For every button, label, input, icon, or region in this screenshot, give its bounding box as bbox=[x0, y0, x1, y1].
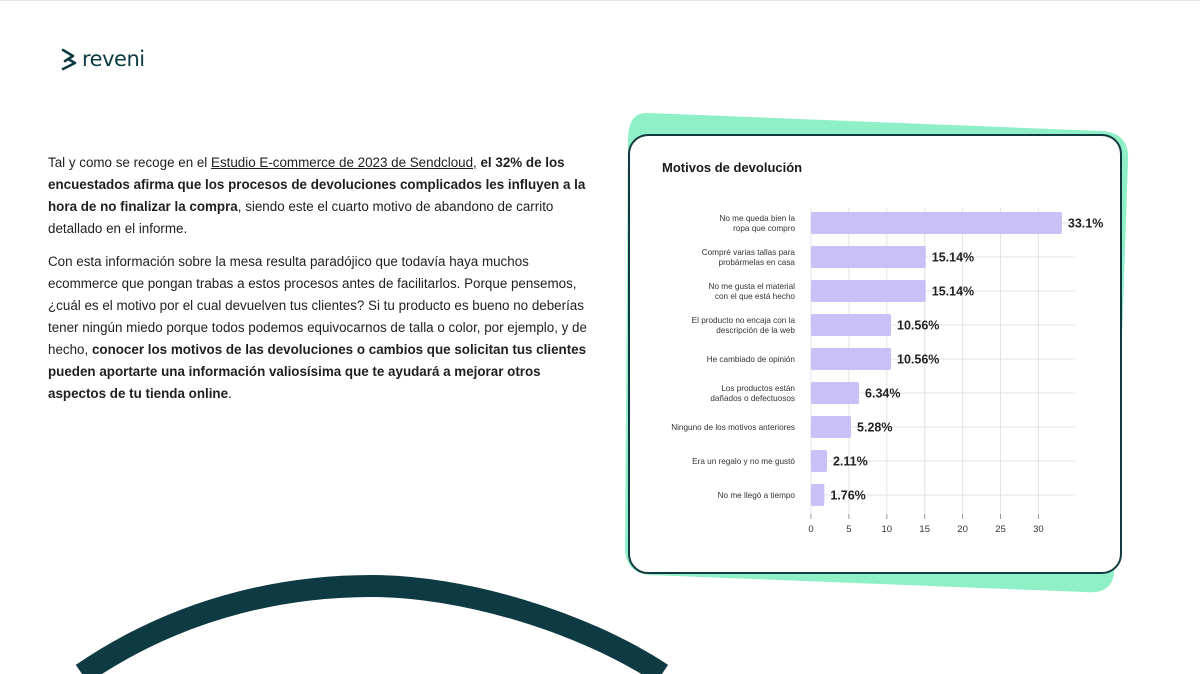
data-label: 33.1% bbox=[1067, 216, 1104, 231]
bold-text: el 32% de los encuestados afirma que los procesos de devoluciones complicados les influyen a la hora de no finalizar la compra bbox=[48, 155, 586, 214]
bar bbox=[811, 212, 1062, 234]
chart-card bbox=[628, 134, 1122, 574]
category-label: El producto no encaja con la bbox=[691, 316, 795, 325]
data-label: 5.28% bbox=[857, 420, 893, 435]
article-body bbox=[48, 152, 588, 416]
study-link[interactable]: Estudio E-commerce de 2023 de Sendcloud, bbox=[211, 155, 477, 170]
bar bbox=[811, 246, 926, 268]
text-span: . bbox=[228, 386, 232, 401]
bar-chart bbox=[630, 136, 1120, 572]
bar bbox=[811, 382, 859, 404]
decorative-arc bbox=[0, 560, 1200, 674]
brand-logo[interactable] bbox=[60, 45, 145, 73]
bold-text: conocer los motivos de las devoluciones o cambios que solicitan tus clientes pueden aportarte una información valiosísima que te ayudará a mejorar otros aspectos de tu tienda online bbox=[48, 342, 587, 401]
bar bbox=[811, 450, 827, 472]
reveni-logo-icon bbox=[60, 47, 78, 71]
category-label: He cambiado de opinión bbox=[706, 355, 795, 364]
brand-name: reveni bbox=[82, 47, 145, 71]
data-label: 10.56% bbox=[897, 352, 940, 367]
x-tick-label: 20 bbox=[957, 524, 968, 535]
data-label: 15.14% bbox=[931, 284, 975, 299]
category-label: descripción de la web bbox=[716, 326, 795, 335]
category-label: con el que está hecho bbox=[714, 292, 795, 301]
data-label: 6.34% bbox=[865, 386, 901, 401]
category-label: No me gusta el material bbox=[708, 282, 795, 291]
category-label: No me llegó a tiempo bbox=[717, 491, 795, 500]
category-label: Los productos están bbox=[721, 384, 795, 393]
x-tick-label: 30 bbox=[1033, 524, 1044, 535]
data-label: 2.11% bbox=[832, 454, 868, 469]
category-label: ropa que compro bbox=[733, 224, 795, 233]
data-label: 10.56% bbox=[897, 318, 940, 333]
category-label: dañados o defectuosos bbox=[710, 394, 795, 403]
x-tick-label: 10 bbox=[881, 524, 893, 535]
category-label: Era un regalo y no me gustó bbox=[692, 457, 795, 466]
category-label: probármelas en casa bbox=[718, 258, 795, 267]
bar bbox=[811, 348, 891, 370]
category-label: No me queda bien la bbox=[719, 214, 795, 223]
bar bbox=[811, 280, 926, 302]
category-label: Compré varias tallas para bbox=[701, 248, 795, 257]
top-divider bbox=[0, 0, 1200, 1]
bar bbox=[811, 416, 851, 438]
text-span: Con esta información sobre la mesa resulta paradójico que todavía haya muchos ecommerce que pongan trabas a estos procesos antes de facilitarlos. Porque pensemos, ¿cuál es el motivo por el cual devuelven tus clientes? Si tu producto es bueno no deberías tener ningún miedo porque todos podemos equivocarnos de talla o color, por ejemplo, y de hecho, bbox=[48, 254, 587, 357]
x-tick-label: 25 bbox=[995, 524, 1006, 535]
x-tick-label: 5 bbox=[846, 524, 852, 535]
text-span: , siendo este el cuarto motivo de abandono de carrito detallado en el informe. bbox=[48, 199, 554, 236]
text-span: Tal y como se recoge en el bbox=[48, 155, 212, 170]
paragraph-2 bbox=[48, 251, 588, 405]
bar bbox=[811, 484, 824, 506]
x-tick-label: 0 bbox=[808, 524, 814, 535]
category-label: Ninguno de los motivos anteriores bbox=[671, 423, 795, 432]
chart-title: Motivos de devolución bbox=[662, 160, 803, 175]
x-tick-label: 15 bbox=[919, 524, 930, 535]
paragraph-1 bbox=[48, 152, 588, 240]
data-label: 1.76% bbox=[830, 488, 866, 503]
data-label: 15.14% bbox=[931, 250, 975, 265]
bar bbox=[811, 314, 891, 336]
